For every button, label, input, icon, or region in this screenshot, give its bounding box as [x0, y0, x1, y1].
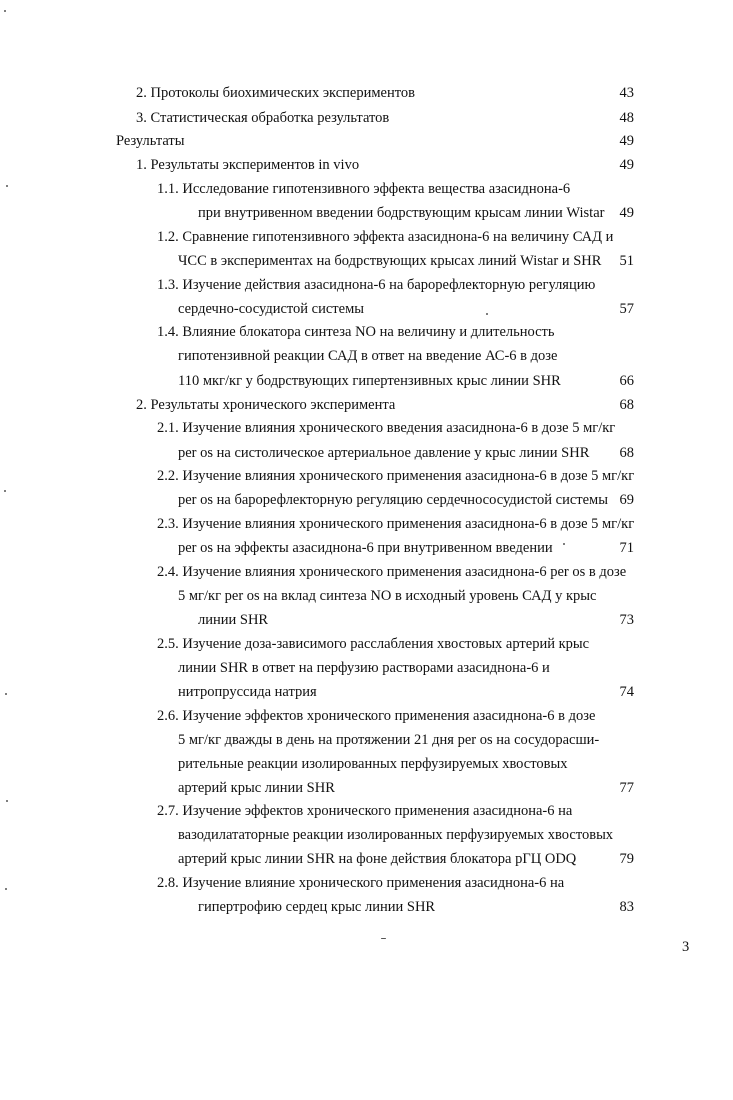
toc-entry-line: гипертрофию сердец крыс линии SHR	[198, 899, 436, 915]
scan-speck	[563, 543, 565, 545]
scan-speck	[381, 938, 386, 939]
toc-entry-line: нитропруссида натрия	[178, 684, 317, 700]
page-number: 3	[682, 939, 690, 955]
toc-entry-line: per os на эффекты азасиднона-6 при внутривенном введении	[178, 540, 553, 556]
toc-entry-line: ЧСС в экспериментах на бодрствующих крысах линий Wistar и SHR	[178, 253, 602, 269]
toc-entry-line: 2.5. Изучение доза-зависимого расслабления хвостовых артерий крыс	[157, 636, 590, 652]
toc-entry-line: 2.7. Изучение эффектов хронического применения азасиднона-6 на	[157, 803, 573, 819]
toc-entry-line: артерий крыс линии SHR на фоне действия блокатора рГЦ ODQ	[178, 851, 577, 867]
toc-page-number: 83	[619, 899, 634, 915]
scan-speck	[5, 888, 7, 890]
scan-speck	[5, 693, 7, 695]
toc-entry-line: 2.8. Изучение влияние хронического применения азасиднона-6 на	[157, 875, 565, 891]
toc-entry-line: гипотензивной реакции САД в ответ на введение АС-6 в дозе	[178, 348, 558, 364]
toc-page-number: 79	[619, 851, 634, 867]
toc-entry-line: 2.1. Изучение влияния хронического введения азасиднона-6 в дозе 5 мг/кг	[157, 420, 616, 436]
toc-page-number: 49	[619, 133, 634, 149]
scan-speck	[486, 313, 488, 315]
toc-entry-line: 2.3. Изучение влияния хронического применения азасиднона-6 в дозе 5 мг/кг	[157, 516, 635, 532]
toc-entry-line: артерий крыс линии SHR	[178, 780, 335, 796]
toc-entry-line: 5 мг/кг per os на вклад синтеза NO в исходный уровень САД у крыс	[178, 588, 597, 604]
toc-entry-line: per os на барорефлекторную регуляцию сердечнососудистой системы	[178, 492, 608, 508]
toc-page-number: 68	[619, 445, 634, 461]
toc-entry-line: Результаты	[116, 133, 185, 149]
toc-entry-line: вазодилататорные реакции изолированных перфузируемых хвостовых	[178, 827, 614, 843]
scan-speck	[6, 185, 8, 187]
toc-entry-line: сердечно-сосудистой системы	[178, 301, 364, 317]
toc-page-number: 77	[619, 780, 634, 796]
toc-page-number: 69	[619, 492, 634, 508]
toc-page-number: 68	[619, 397, 634, 413]
toc-entry-line: при внутривенном введении бодрствующим крысам линии Wistar	[198, 205, 605, 221]
toc-page-number: 66	[619, 373, 634, 389]
toc-entry-line: 1.2. Сравнение гипотензивного эффекта азасиднона-6 на величину САД и	[157, 229, 614, 245]
toc-entry-line: 2. Протоколы биохимических экспериментов	[136, 85, 415, 101]
toc-entry-line: 2.2. Изучение влияния хронического применения азасиднона-6 в дозе 5 мг/кг	[157, 468, 635, 484]
toc-entry-line: 1.4. Влияние блокатора синтеза NO на величину и длительность	[157, 324, 555, 340]
toc-entry-line: 1. Результаты экспериментов in vivo	[136, 157, 360, 173]
toc-page-number: 71	[619, 540, 634, 556]
scan-speck	[6, 800, 8, 802]
toc-entry-line: линии SHR	[198, 612, 269, 628]
toc-entry-line: 1.3. Изучение действия азасиднона-6 на барорефлекторную регуляцию	[157, 277, 596, 293]
toc-entry-line: 2.6. Изучение эффектов хронического применения азасиднона-6 в дозе	[157, 708, 596, 724]
scan-speck	[4, 490, 6, 492]
toc-page-number: 73	[619, 612, 634, 628]
toc-entry-line: 110 мкг/кг у бодрствующих гипертензивных крыс линии SHR	[178, 373, 561, 389]
toc-entry-line: 2. Результаты хронического эксперимента	[136, 397, 396, 413]
toc-page-number: 57	[619, 301, 634, 317]
toc-entry-line: линии SHR в ответ на перфузию растворами азасиднона-6 и	[178, 660, 550, 676]
toc-page-number: 49	[619, 205, 634, 221]
toc-page-number: 74	[619, 684, 634, 700]
toc-page-number: 43	[619, 85, 634, 101]
toc-entry-line: per os на систолическое артериальное давление у крыс линии SHR	[178, 445, 590, 461]
toc-entry-line: 5 мг/кг дважды в день на протяжении 21 дня per os на сосудорасши-	[178, 732, 600, 748]
toc-entry-line: 1.1. Исследование гипотензивного эффекта вещества азасиднона-6	[157, 181, 571, 197]
toc-entry-line: 3. Статистическая обработка результатов	[136, 110, 390, 126]
toc-page-number: 51	[619, 253, 634, 269]
toc-entry-line: 2.4. Изучение влияния хронического применения азасиднона-6 per os в дозе	[157, 564, 627, 580]
toc-page-number: 48	[619, 110, 634, 126]
scan-speck	[4, 10, 6, 12]
toc-entry-line: рительные реакции изолированных перфузируемых хвостовых	[178, 756, 568, 772]
toc-page-number: 49	[619, 157, 634, 173]
